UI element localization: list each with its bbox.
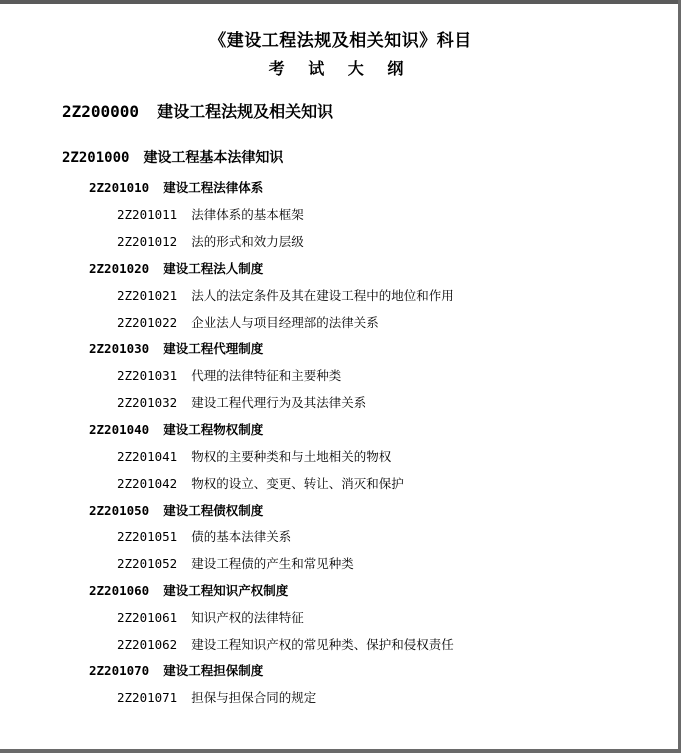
bottom-border (0, 749, 681, 753)
part-code: 2Z200000 (62, 102, 140, 121)
chapter-text: 建设工程基本法律知识 (143, 150, 284, 166)
section-code: 2Z201040 (89, 422, 150, 437)
item-text: 企业法人与项目经理部的法律关系 (191, 315, 379, 330)
chapter-heading (62, 147, 283, 167)
item-text: 法人的法定条件及其在建设工程中的地位和作用 (191, 288, 454, 303)
section-code: 2Z201060 (89, 583, 150, 598)
item-code: 2Z201021 (117, 288, 178, 303)
outline-item (117, 313, 379, 331)
section-text: 建设工程法律体系 (163, 180, 264, 195)
outline-item (117, 635, 454, 653)
item-text: 建设工程知识产权的常见种类、保护和侵权责任 (191, 637, 454, 652)
item-code: 2Z201031 (117, 368, 178, 383)
section-text: 建设工程代理制度 (163, 341, 264, 356)
item-code: 2Z201051 (117, 529, 178, 544)
item-text: 知识产权的法律特征 (191, 610, 304, 625)
section-code: 2Z201070 (89, 663, 150, 678)
section-heading (89, 661, 263, 679)
outline-item (117, 527, 291, 545)
part-text: 建设工程法规及相关知识 (157, 102, 334, 121)
item-text: 法的形式和效力层级 (191, 234, 304, 249)
item-text: 物权的主要种类和与土地相关的物权 (191, 449, 392, 464)
outline-item (117, 474, 404, 492)
outline-item (117, 393, 366, 411)
outline-item (117, 554, 354, 572)
document-title: 《建设工程法规及相关知识》科目 (209, 31, 472, 51)
section-code: 2Z201010 (89, 180, 150, 195)
outline-item (117, 608, 304, 626)
item-code: 2Z201041 (117, 449, 178, 464)
section-code: 2Z201050 (89, 503, 150, 518)
section-heading (89, 420, 263, 438)
item-text: 担保与担保合同的规定 (191, 690, 317, 705)
section-heading (89, 259, 263, 277)
section-code: 2Z201020 (89, 261, 150, 276)
item-text: 建设工程债的产生和常见种类 (191, 556, 354, 571)
item-code: 2Z201062 (117, 637, 178, 652)
outline-item (117, 232, 304, 250)
outline-item (117, 688, 316, 706)
section-text: 建设工程债权制度 (163, 503, 264, 518)
section-code: 2Z201030 (89, 341, 150, 356)
chapter-code: 2Z201000 (62, 150, 130, 166)
item-text: 物权的设立、变更、转让、消灭和保护 (191, 476, 404, 491)
section-text: 建设工程物权制度 (163, 422, 264, 437)
item-code: 2Z201012 (117, 234, 178, 249)
item-text: 建设工程代理行为及其法律关系 (191, 395, 367, 410)
item-code: 2Z201052 (117, 556, 178, 571)
section-text: 建设工程法人制度 (163, 261, 264, 276)
item-code: 2Z201042 (117, 476, 178, 491)
outline-item (117, 286, 454, 304)
document-subtitle: 考 试 大 纲 (268, 59, 413, 78)
outline-item (117, 447, 391, 465)
item-code: 2Z201022 (117, 315, 178, 330)
section-text: 建设工程担保制度 (163, 663, 264, 678)
item-code: 2Z201071 (117, 690, 178, 705)
item-text: 代理的法律特征和主要种类 (191, 368, 342, 383)
section-heading (89, 581, 288, 599)
part-heading (62, 99, 333, 122)
section-heading (89, 339, 263, 357)
top-border (0, 0, 681, 4)
item-text: 法律体系的基本框架 (191, 207, 304, 222)
section-heading (89, 178, 263, 196)
item-text: 债的基本法律关系 (191, 529, 292, 544)
outline-item (117, 366, 341, 384)
item-code: 2Z201011 (117, 207, 178, 222)
section-heading (89, 501, 263, 519)
outline-item (117, 205, 304, 223)
item-code: 2Z201032 (117, 395, 178, 410)
section-text: 建设工程知识产权制度 (163, 583, 289, 598)
item-code: 2Z201061 (117, 610, 178, 625)
